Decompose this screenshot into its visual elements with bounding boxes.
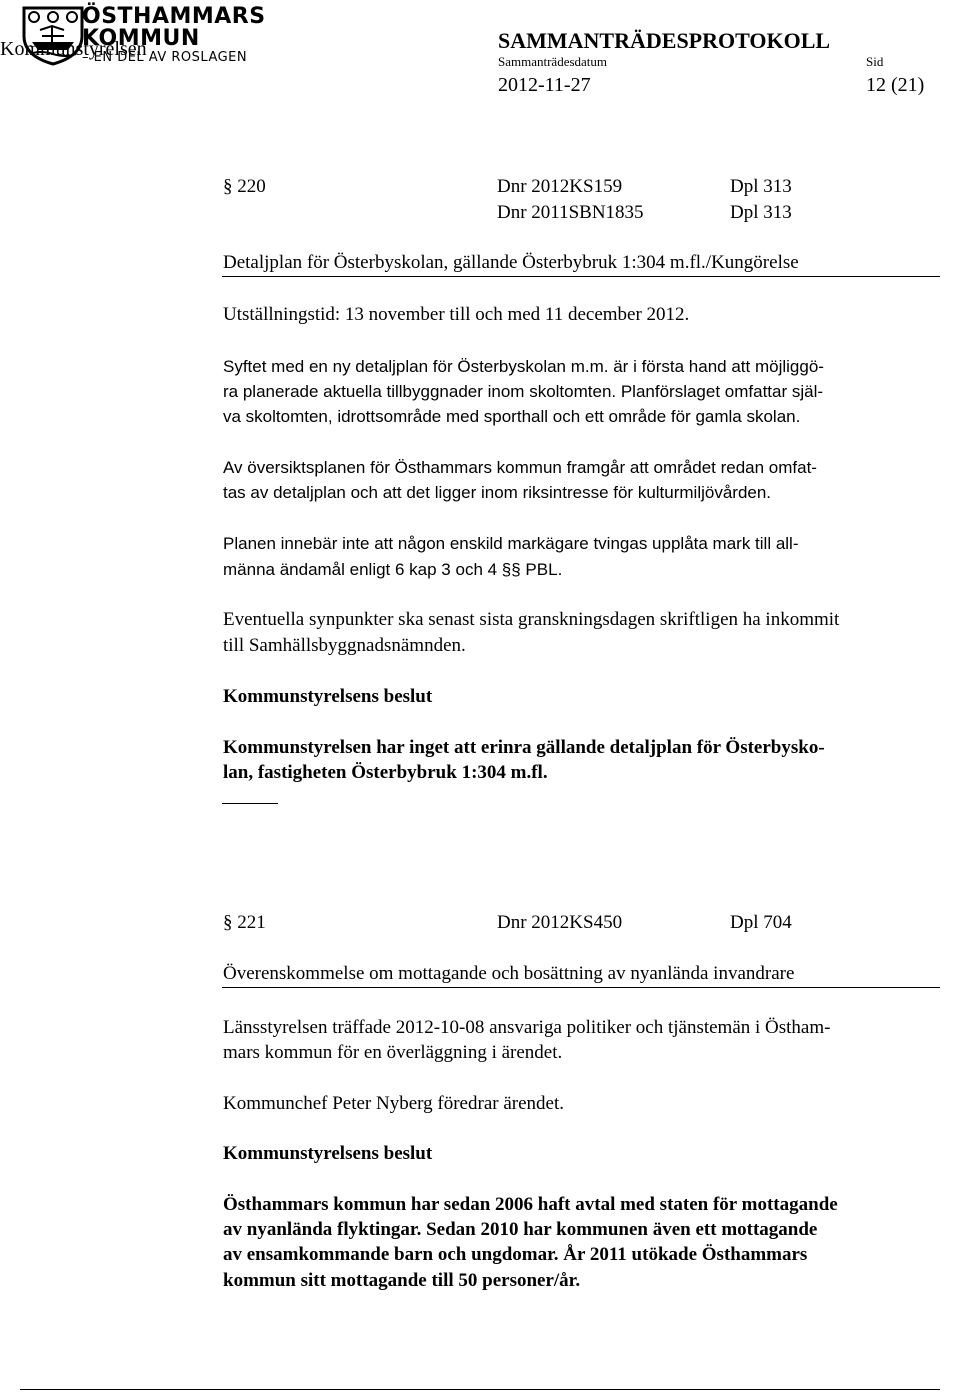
paragraph-number: § 221 [223, 912, 266, 933]
diary-number: Dnr 2012KS450 [497, 912, 623, 933]
body-text: ra planerade aktuella tillbyggnader inom skoltomten. Planförslaget omfattar själ- [223, 382, 824, 401]
item-title: Överenskommelse om mottagande och bosättning av nyanlända invandrare [223, 963, 795, 984]
decision-text: Östhammars kommun har sedan 2006 haft avtal med staten för mottagande [223, 1194, 838, 1215]
meeting-date: 2012-11-27 [498, 74, 591, 96]
brand-name-line1: ÖSTHAMMARS [82, 4, 266, 29]
footer-rule [20, 1389, 940, 1390]
title-underline [222, 987, 940, 988]
body-text: Kommunchef Peter Nyberg föredrar ärendet. [223, 1093, 564, 1114]
body-text: va skoltomten, idrottsområde med sporthall och ett område för gamla skolan. [223, 407, 801, 426]
body-text: Utställningstid: 13 november till och med 11 december 2012. [223, 304, 690, 325]
section-end-line [222, 803, 278, 804]
body-text: männa ändamål enligt 6 kap 3 och 4 §§ PBL. [223, 560, 563, 579]
page-number: 12 (21) [866, 74, 925, 96]
dpl-number: Dpl 313 [730, 176, 792, 197]
decision-text: Kommunstyrelsen har inget att erinra gällande detaljplan för Österbysko- [223, 737, 825, 758]
decision-text: av ensamkommande barn och ungdomar. År 2011 utökade Östhammars [223, 1244, 808, 1265]
body-text: Av översiktsplanen för Östhammars kommun framgår att området redan omfat- [223, 458, 817, 477]
title-underline [222, 276, 940, 277]
decision-text: kommun sitt mottagande till 50 personer/år. [223, 1270, 581, 1291]
body-text: Planen innebär inte att någon enskild markägare tvingas upplåta mark till all- [223, 534, 799, 553]
decision-heading: Kommunstyrelsens beslut [223, 686, 433, 707]
item-title: Detaljplan för Österbyskolan, gällande Österbybruk 1:304 m.fl./Kungörelse [223, 252, 799, 273]
body-text: till Samhällsbyggnadsnämnden. [223, 635, 466, 656]
dpl-number: Dpl 704 [730, 912, 792, 933]
brand-name-line2: KOMMUN [82, 26, 200, 51]
body-text: mars kommun för en överläggning i ärendet. [223, 1042, 563, 1063]
decision-text: lan, fastigheten Österbybruk 1:304 m.fl. [223, 762, 548, 783]
diary-number: Dnr 2011SBN1835 [497, 202, 644, 223]
body-text: Länsstyrelsen träffade 2012-10-08 ansvariga politiker och tjänstemän i Östham- [223, 1017, 831, 1038]
body-text: Syftet med en ny detaljplan för Österbyskolan m.m. är i första hand att möjliggö- [223, 357, 824, 376]
decision-heading: Kommunstyrelsens beslut [223, 1143, 433, 1164]
paragraph-number: § 220 [223, 176, 266, 197]
page-label: Sid [866, 54, 884, 69]
decision-text: av nyanlända flyktingar. Sedan 2010 har kommunen även ett mottagande [223, 1219, 818, 1240]
body-text: Eventuella synpunkter ska senast sista granskningsdagen skriftligen ha inkommit [223, 609, 840, 630]
organisation-name: Kommunstyrelsen [0, 38, 147, 60]
meeting-date-label: Sammanträdesdatum [498, 54, 608, 69]
dpl-number: Dpl 313 [730, 202, 792, 223]
brand-tagline: – EN DEL AV ROSLAGEN [82, 50, 248, 65]
diary-number: Dnr 2012KS159 [497, 176, 623, 197]
document-title: SAMMANTRÄDESPROTOKOLL [498, 28, 831, 53]
body-text: tas av detaljplan och att det ligger inom riksintresse för kulturmiljövården. [223, 483, 772, 502]
